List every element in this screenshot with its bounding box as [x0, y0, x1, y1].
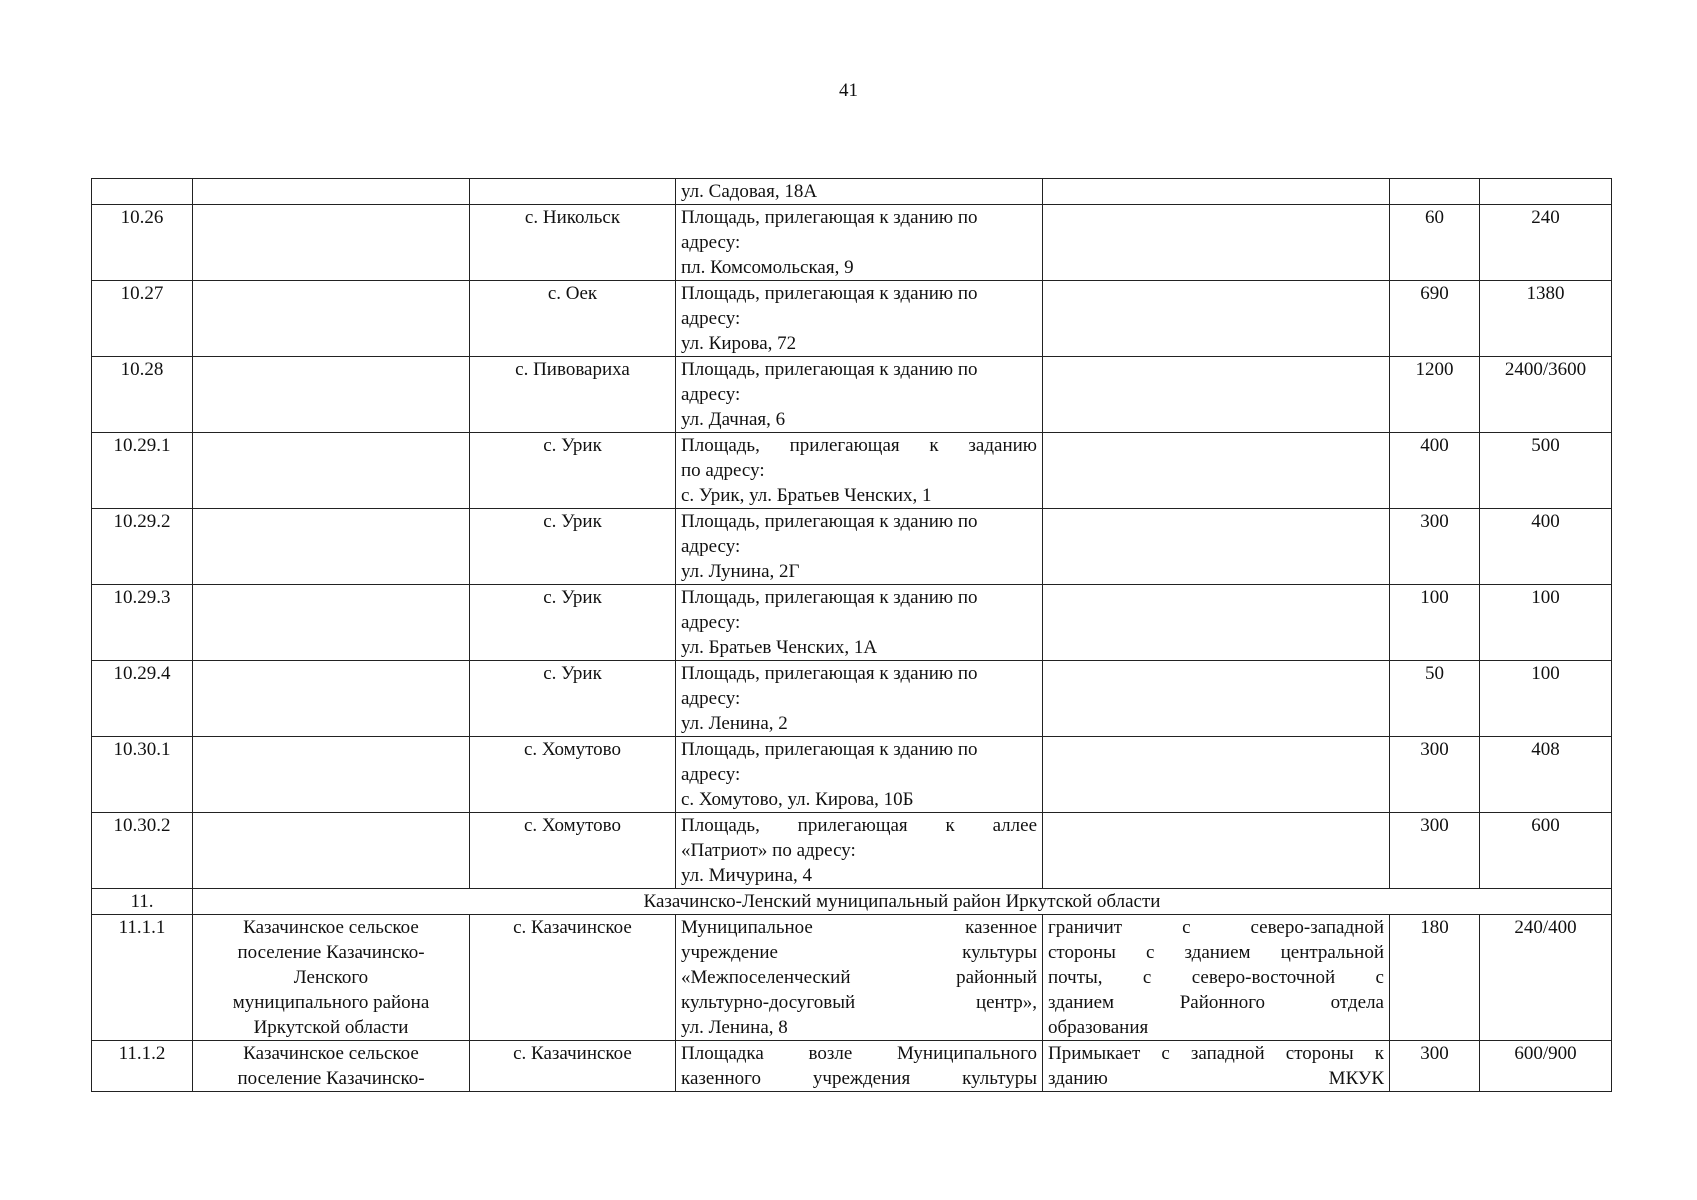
- cell-locality: с. Пивовариха: [470, 357, 676, 433]
- notes-line: Примыкает с западной стороны к: [1048, 1043, 1384, 1064]
- cell-notes: [1043, 915, 1390, 1041]
- object-line: Площадка возле Муниципального: [681, 1043, 1037, 1064]
- object-line: адресу:: [681, 764, 741, 785]
- cell-settlement: [193, 585, 470, 661]
- object-line: ул. Ленина, 8: [681, 1017, 788, 1038]
- cell-settlement: [193, 433, 470, 509]
- cell-area: 300: [1390, 509, 1480, 585]
- object-line: адресу:: [681, 308, 741, 329]
- object-line: ул. Лунина, 2Г: [681, 561, 800, 582]
- object-line: ул. Мичурина, 4: [681, 865, 813, 886]
- cell-locality: с. Казачинское: [470, 1041, 676, 1092]
- cell-number: 10.29.2: [92, 509, 193, 585]
- settlement-line: Казачинское сельское: [243, 1043, 419, 1064]
- cell-capacity: 2400/3600: [1480, 357, 1612, 433]
- cell-capacity: 600/900: [1480, 1041, 1612, 1092]
- cell-area: 100: [1390, 585, 1480, 661]
- cell-notes: [1043, 433, 1390, 509]
- table-row: [92, 813, 1612, 889]
- cell-area: 300: [1390, 1041, 1480, 1092]
- cell-number: 10.29.1: [92, 433, 193, 509]
- object-line: «Межпоселенческий районный: [681, 967, 1037, 988]
- cell-object: [676, 179, 1043, 205]
- section-title: Казачинско-Ленский муниципальный район Иркутской области: [193, 889, 1612, 915]
- cell-number: 10.29.3: [92, 585, 193, 661]
- cell-capacity: [1480, 179, 1612, 205]
- cell-capacity: 400: [1480, 509, 1612, 585]
- cell-area: 690: [1390, 281, 1480, 357]
- cell-capacity: 1380: [1480, 281, 1612, 357]
- object-line: Площадь, прилегающая к заданию: [681, 435, 1037, 456]
- cell-capacity: 408: [1480, 737, 1612, 813]
- object-line: культурно-досуговый центр»,: [681, 992, 1037, 1013]
- settlement-line: Иркутской области: [253, 1017, 409, 1038]
- object-line: ул. Кирова, 72: [681, 333, 797, 354]
- object-line: с. Хомутово, ул. Кирова, 10Б: [681, 789, 914, 810]
- object-line: адресу:: [681, 232, 741, 253]
- notes-line: зданием Районного отдела: [1048, 992, 1384, 1013]
- object-line: адресу:: [681, 688, 741, 709]
- table-row: [92, 357, 1612, 433]
- cell-number: 10.28: [92, 357, 193, 433]
- cell-capacity: 240: [1480, 205, 1612, 281]
- cell-capacity: 500: [1480, 433, 1612, 509]
- cell-number: 10.30.2: [92, 813, 193, 889]
- table-row: [92, 737, 1612, 813]
- object-line: Площадь, прилегающая к зданию по: [681, 739, 978, 760]
- cell-locality: с. Никольск: [470, 205, 676, 281]
- cell-notes: [1043, 585, 1390, 661]
- section-row: [92, 889, 1612, 915]
- object-line: Площадь, прилегающая к зданию по: [681, 511, 978, 532]
- object-line: с. Урик, ул. Братьев Ченских, 1: [681, 485, 932, 506]
- settlement-line: поселение Казачинско-: [237, 1068, 425, 1089]
- object-line: казенного учреждения культуры: [681, 1068, 1037, 1089]
- table-row: [92, 915, 1612, 1041]
- cell-object: [676, 509, 1043, 585]
- cell-object: [676, 433, 1043, 509]
- cell-area: 300: [1390, 737, 1480, 813]
- cell-area: 1200: [1390, 357, 1480, 433]
- cell-object: [676, 281, 1043, 357]
- table-row: [92, 433, 1612, 509]
- cell-notes: [1043, 737, 1390, 813]
- cell-number: 10.30.1: [92, 737, 193, 813]
- object-line: адресу:: [681, 612, 741, 633]
- cell-notes: [1043, 357, 1390, 433]
- settlement-line: поселение Казачинско-: [237, 942, 425, 963]
- page-number: 41: [839, 80, 858, 101]
- cell-settlement: [193, 1041, 470, 1092]
- cell-area: [1390, 179, 1480, 205]
- cell-number: 10.29.4: [92, 661, 193, 737]
- notes-line: зданию МКУК: [1048, 1068, 1384, 1089]
- cell-settlement: [193, 509, 470, 585]
- cell-settlement: [193, 357, 470, 433]
- object-line: Площадь, прилегающая к зданию по: [681, 587, 978, 608]
- object-line: ул. Садовая, 18А: [681, 181, 818, 202]
- cell-number: 11.1.1: [92, 915, 193, 1041]
- cell-object: [676, 1041, 1043, 1092]
- cell-settlement: [193, 737, 470, 813]
- cell-locality: с. Урик: [470, 509, 676, 585]
- cell-notes: [1043, 661, 1390, 737]
- cell-capacity: 100: [1480, 661, 1612, 737]
- cell-area: 60: [1390, 205, 1480, 281]
- cell-notes: [1043, 281, 1390, 357]
- cell-notes: [1043, 813, 1390, 889]
- object-line: пл. Комсомольская, 9: [681, 257, 854, 278]
- cell-capacity: 600: [1480, 813, 1612, 889]
- cell-capacity: 240/400: [1480, 915, 1612, 1041]
- table-row: [92, 585, 1612, 661]
- object-line: ул. Братьев Ченских, 1А: [681, 637, 878, 658]
- cell-number: [92, 179, 193, 205]
- cell-object: [676, 205, 1043, 281]
- object-line: ул. Дачная, 6: [681, 409, 786, 430]
- cell-number: 10.26: [92, 205, 193, 281]
- cell-area: 400: [1390, 433, 1480, 509]
- cell-area: 300: [1390, 813, 1480, 889]
- cell-locality: [470, 179, 676, 205]
- cell-locality: с. Урик: [470, 585, 676, 661]
- object-line: ул. Ленина, 2: [681, 713, 788, 734]
- object-line: Площадь, прилегающая к зданию по: [681, 359, 978, 380]
- locations-table: [91, 178, 1612, 1092]
- cell-notes: [1043, 1041, 1390, 1092]
- object-line: Муниципальное казенное: [681, 917, 1037, 938]
- cell-object: [676, 737, 1043, 813]
- cell-number: 11.1.2: [92, 1041, 193, 1092]
- object-line: по адресу:: [681, 460, 765, 481]
- cell-locality: с. Казачинское: [470, 915, 676, 1041]
- cell-object: [676, 813, 1043, 889]
- cell-area: 50: [1390, 661, 1480, 737]
- cell-notes: [1043, 509, 1390, 585]
- cell-settlement: [193, 281, 470, 357]
- cell-notes: [1043, 179, 1390, 205]
- cell-locality: с. Урик: [470, 433, 676, 509]
- settlement-line: Ленского: [293, 967, 369, 988]
- table-row: [92, 1041, 1612, 1092]
- table-row: [92, 179, 1612, 205]
- settlement-line: Казачинское сельское: [243, 917, 419, 938]
- cell-number: 10.27: [92, 281, 193, 357]
- object-line: адресу:: [681, 536, 741, 557]
- section-number: 11.: [92, 889, 193, 915]
- cell-settlement: [193, 813, 470, 889]
- table-row: [92, 661, 1612, 737]
- table-row: [92, 205, 1612, 281]
- notes-line: почты, с северо-восточной с: [1048, 967, 1384, 988]
- cell-notes: [1043, 205, 1390, 281]
- cell-locality: с. Оек: [470, 281, 676, 357]
- object-line: Площадь, прилегающая к зданию по: [681, 663, 978, 684]
- object-line: учреждение культуры: [681, 942, 1037, 963]
- cell-settlement: [193, 661, 470, 737]
- cell-capacity: 100: [1480, 585, 1612, 661]
- table-row: [92, 281, 1612, 357]
- cell-locality: с. Урик: [470, 661, 676, 737]
- cell-area: 180: [1390, 915, 1480, 1041]
- object-line: «Патриот» по адресу:: [681, 840, 856, 861]
- cell-object: [676, 357, 1043, 433]
- object-line: адресу:: [681, 384, 741, 405]
- object-line: Площадь, прилегающая к зданию по: [681, 283, 978, 304]
- notes-line: стороны с зданием центральной: [1048, 942, 1384, 963]
- cell-object: [676, 585, 1043, 661]
- settlement-line: муниципального района: [232, 992, 430, 1013]
- cell-locality: с. Хомутово: [470, 737, 676, 813]
- cell-settlement: [193, 205, 470, 281]
- notes-line: граничит с северо-западной: [1048, 917, 1384, 938]
- cell-object: [676, 915, 1043, 1041]
- table-row: [92, 509, 1612, 585]
- cell-settlement: [193, 915, 470, 1041]
- notes-line: образования: [1048, 1017, 1149, 1038]
- object-line: Площадь, прилегающая к аллее: [681, 815, 1037, 836]
- object-line: Площадь, прилегающая к зданию по: [681, 207, 978, 228]
- cell-object: [676, 661, 1043, 737]
- cell-locality: с. Хомутово: [470, 813, 676, 889]
- cell-settlement: [193, 179, 470, 205]
